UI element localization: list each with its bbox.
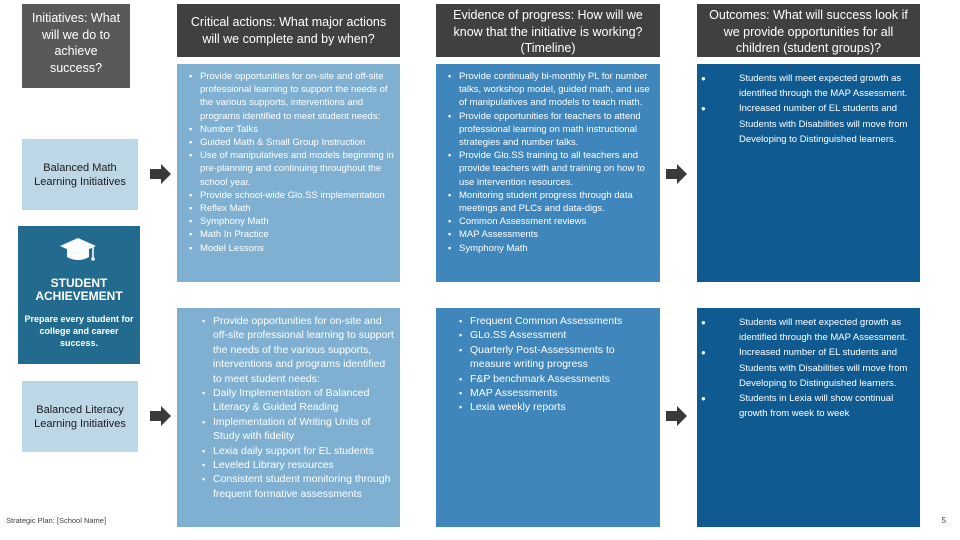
list-item: ▪ Implementation of Writing Units of Study with fidelity	[213, 415, 394, 444]
list-item: ● Increased number of EL students and Students with Disabilities will move from Developing to Distinguished learners.	[739, 101, 912, 147]
critical-actions-header-text: Critical actions: What major actions will we complete and by when?	[190, 15, 387, 46]
list-item: ▪ Leveled Library resources	[213, 458, 394, 472]
page-number: 5	[941, 516, 946, 525]
arrow-right-icon	[150, 163, 172, 185]
literacy-evidence-cell	[436, 308, 660, 527]
list-item: ▪ GLo.SS Assessment	[470, 328, 652, 342]
list-item: ▪ Provide Glo.SS training to all teachers and provide teachers with and training on how to use intervention resources.	[459, 149, 654, 189]
math-initiatives-label: Balanced Math Learning Initiatives	[34, 161, 126, 188]
math-evidence-cell	[436, 64, 660, 282]
critical-actions-header	[177, 4, 400, 57]
math-critical-actions-cell	[177, 64, 400, 282]
student-achievement-title-1: STUDENT	[50, 276, 108, 290]
literacy-outcomes-cell	[697, 308, 920, 527]
list-item: ▪ Symphony Math	[200, 215, 394, 228]
math-initiatives-box	[22, 139, 138, 210]
list-item: ▪ Provide opportunities for on-site and off-site professional learning to support the needs of the various supports, interventions and programs identified to meet student needs:	[213, 314, 394, 386]
list-item: ▪ Daily Implementation of Balanced Literacy & Guided Reading	[213, 386, 394, 415]
list-item: ● Students in Lexia will show continual growth from week to week	[739, 391, 912, 421]
list-item: ▪ Common Assessment reviews	[459, 215, 654, 228]
evidence-header	[436, 4, 660, 57]
list-item: ▪ Lexia daily support for EL students	[213, 444, 394, 458]
list-item: ▪ Reflex Math	[200, 202, 394, 215]
list-item: ▪ Number Talks	[200, 123, 394, 136]
literacy-critical-list	[199, 314, 394, 501]
list-item: ▪ Model Lessons	[200, 242, 394, 255]
list-item: ▪ Frequent Common Assessments	[470, 314, 652, 328]
literacy-outcomes-list	[697, 315, 912, 421]
outcomes-header-text: Outcomes: What will success look if we provide opportunities for all children (student groups)?	[709, 8, 908, 55]
list-item: ▪ F&P benchmark Assessments	[470, 372, 652, 386]
list-item: ▪ Provide school-wide Glo.SS implementation	[200, 189, 394, 202]
math-outcomes-cell	[697, 64, 920, 282]
initiatives-header-text: Initiatives: What will we do to achieve success?	[31, 11, 121, 75]
list-item: ▪ Monitoring student progress through data meetings and PLCs and data-digs.	[459, 189, 654, 215]
list-item: ▪ Consistent student monitoring through frequent formative assessments	[213, 472, 394, 501]
list-item: ▪ Provide opportunities for on-site and off-site professional learning to support the needs of the various supports, interventions and programs identified to meet student needs:	[200, 70, 394, 123]
list-item: ▪ Use of manipulatives and models beginning in pre-planning and continuing throughout the school year.	[200, 149, 394, 189]
student-achievement-box	[18, 226, 140, 364]
math-outcomes-list	[697, 71, 912, 147]
list-item: ▪ Lexia weekly reports	[470, 400, 652, 414]
student-achievement-title-2: ACHIEVEMENT	[35, 289, 123, 303]
math-critical-list	[186, 70, 394, 255]
list-item: ● Students will meet expected growth as identified through the MAP Assessment.	[739, 71, 912, 101]
arrow-right-icon	[666, 405, 688, 427]
list-item: ▪ Provide opportunities for teachers to attend professional learning on math instructional strategies and number talks.	[459, 110, 654, 150]
arrow-right-icon	[150, 405, 172, 427]
literacy-critical-actions-cell	[177, 308, 400, 527]
evidence-header-text: Evidence of progress: How will we know that the initiative is working? (Timeline)	[453, 8, 643, 55]
literacy-initiatives-box	[22, 381, 138, 452]
list-item: ● Students will meet expected growth as identified through the MAP Assessment.	[739, 315, 912, 345]
footer-strategic-plan: Strategic Plan: [School Name]	[6, 516, 107, 525]
math-evidence-list	[445, 70, 654, 255]
list-item: ▪ Provide continually bi-monthly PL for number talks, workshop model, guided math, and use of manipulatives and models to teach math.	[459, 70, 654, 110]
student-achievement-subtitle: Prepare every student for college and career success.	[24, 314, 134, 348]
literacy-evidence-list	[456, 314, 652, 415]
arrow-right-icon	[666, 163, 688, 185]
list-item: ▪ MAP Assessments	[470, 386, 652, 400]
list-item: ▪ Guided Math & Small Group Instruction	[200, 136, 394, 149]
initiatives-header	[22, 4, 130, 88]
list-item: ▪ Symphony Math	[459, 242, 654, 255]
list-item: ● Increased number of EL students and Students with Disabilities will move from Developing to Distinguished learners.	[739, 345, 912, 391]
literacy-initiatives-label: Balanced Literacy Learning Initiatives	[34, 403, 126, 430]
graduation-cap-icon	[58, 236, 98, 266]
list-item: ▪ Quarterly Post-Assessments to measure writing progress	[470, 343, 652, 372]
list-item: ▪ MAP Assessments	[459, 228, 654, 241]
list-item: ▪ Math In Practice	[200, 228, 394, 241]
outcomes-header	[697, 4, 920, 57]
